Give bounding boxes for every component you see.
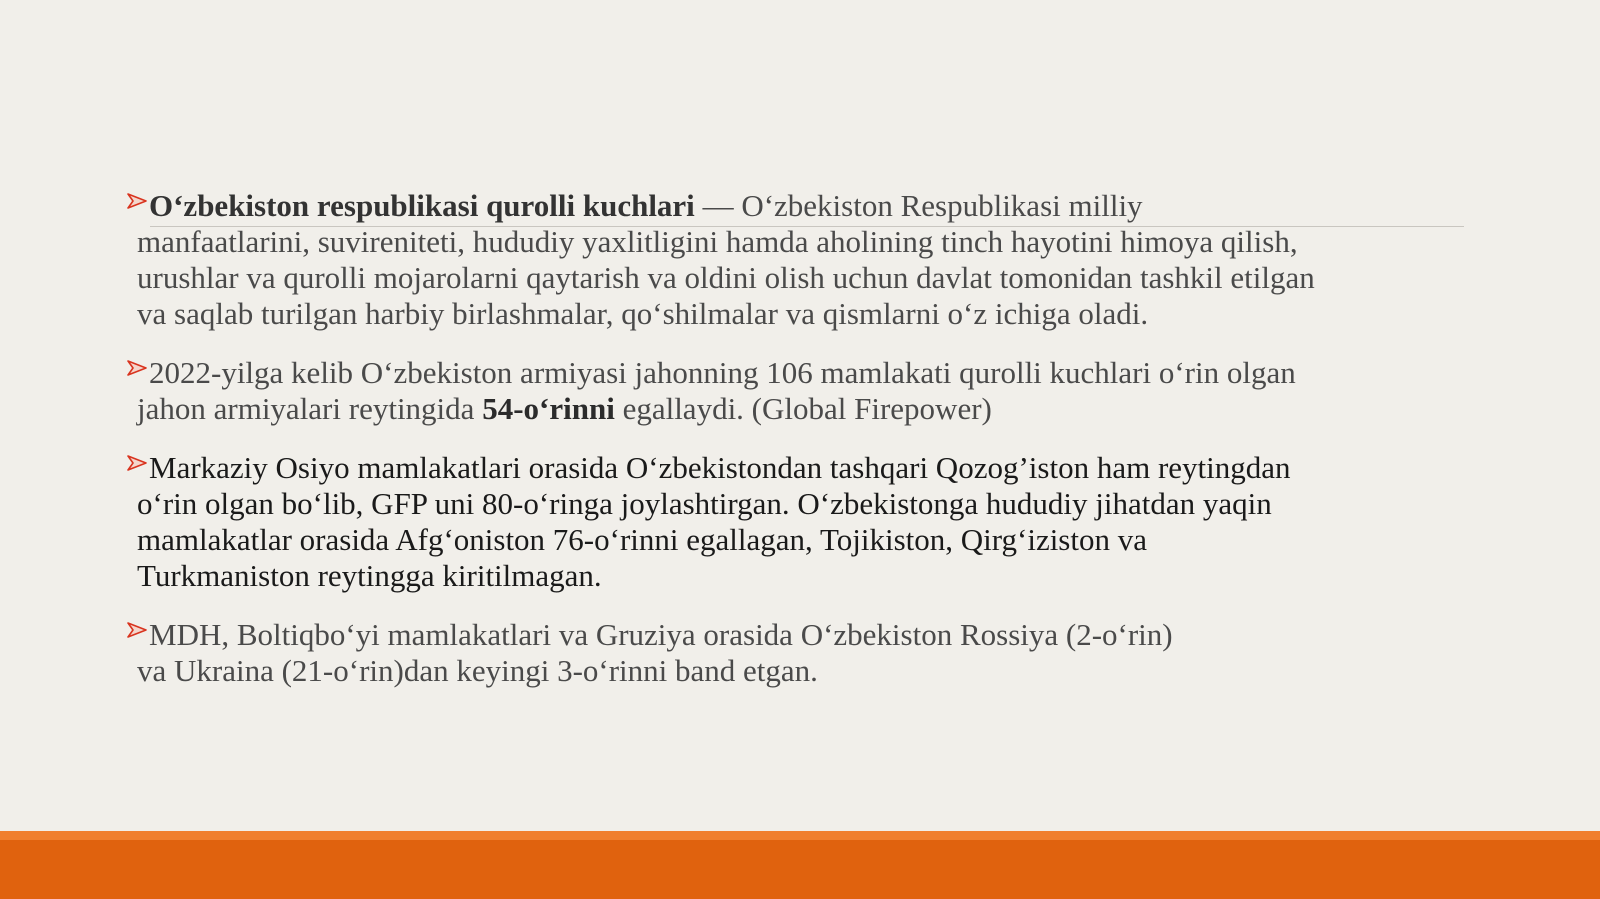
bullet-text-line: va Ukraina (21-o‘rin)dan keyingi 3-o‘rinni band etgan. — [137, 653, 818, 688]
bullet-lead-bold: O‘zbekiston respublikasi qurolli kuchlari — [149, 188, 695, 223]
bullet-text-line: MDH, Boltiqbo‘yi mamlakatlari va Gruziya orasida O‘zbekiston Rossiya (2-o‘rin) — [149, 617, 1173, 652]
footer-bar — [0, 840, 1600, 899]
bullet-item-cis-baltic — [128, 617, 1428, 689]
bullet-text-line: — O‘zbekiston Respublikasi milliy — [694, 188, 1143, 223]
bullet-text-line: o‘rin olgan bo‘lib, GFP uni 80-o‘ringa joylashtirgan. O‘zbekistonga hududiy jihatdan yaqin — [137, 486, 1272, 521]
bullet-text-line: 2022-yilga kelib O‘zbekiston armiyasi jahonning 106 mamlakati qurolli kuchlari o‘rin olgan — [149, 355, 1296, 390]
bullet-text-line: manfaatlarini, suvireniteti, hududiy yaxlitligini hamda aholining tinch hayotini himoya qilish, — [137, 224, 1298, 259]
arrowhead-bullet-icon — [127, 193, 147, 209]
footer-accent-stripe — [0, 831, 1600, 840]
arrowhead-bullet-icon — [127, 360, 147, 376]
bullet-item-central-asia — [128, 450, 1428, 594]
bullet-text-segment: egallaydi. (Global Firepower) — [614, 391, 992, 426]
arrowhead-bullet-icon — [127, 455, 147, 471]
arrowhead-bullet-icon — [127, 622, 147, 638]
bullet-text-line: Markaziy Osiyo mamlakatlari orasida O‘zbekistondan tashqari Qozog’iston ham reytingdan — [149, 450, 1291, 485]
bullet-text-line: urushlar va qurolli mojarolarni qaytarish va oldini olish uchun davlat tomonidan tashkil etilgan — [137, 260, 1315, 295]
bullet-text-line: va saqlab turilgan harbiy birlashmalar, qo‘shilmalar va qismlarni o‘z ichiga oladi. — [137, 296, 1149, 331]
bullet-item-2022-ranking — [128, 355, 1428, 427]
bullet-text-line: Turkmaniston reytingga kiritilmagan. — [137, 558, 602, 593]
bullet-list — [128, 188, 1428, 712]
ranking-bold-text: 54-o‘rinni — [482, 391, 615, 426]
bullet-text-segment: jahon armiyalari reytingida — [137, 391, 483, 426]
bullet-text-line: mamlakatlar orasida Afg‘oniston 76-o‘rinni egallagan, Tojikiston, Qirg‘iziston va — [137, 522, 1147, 557]
bullet-item-armed-forces-definition — [128, 188, 1428, 332]
